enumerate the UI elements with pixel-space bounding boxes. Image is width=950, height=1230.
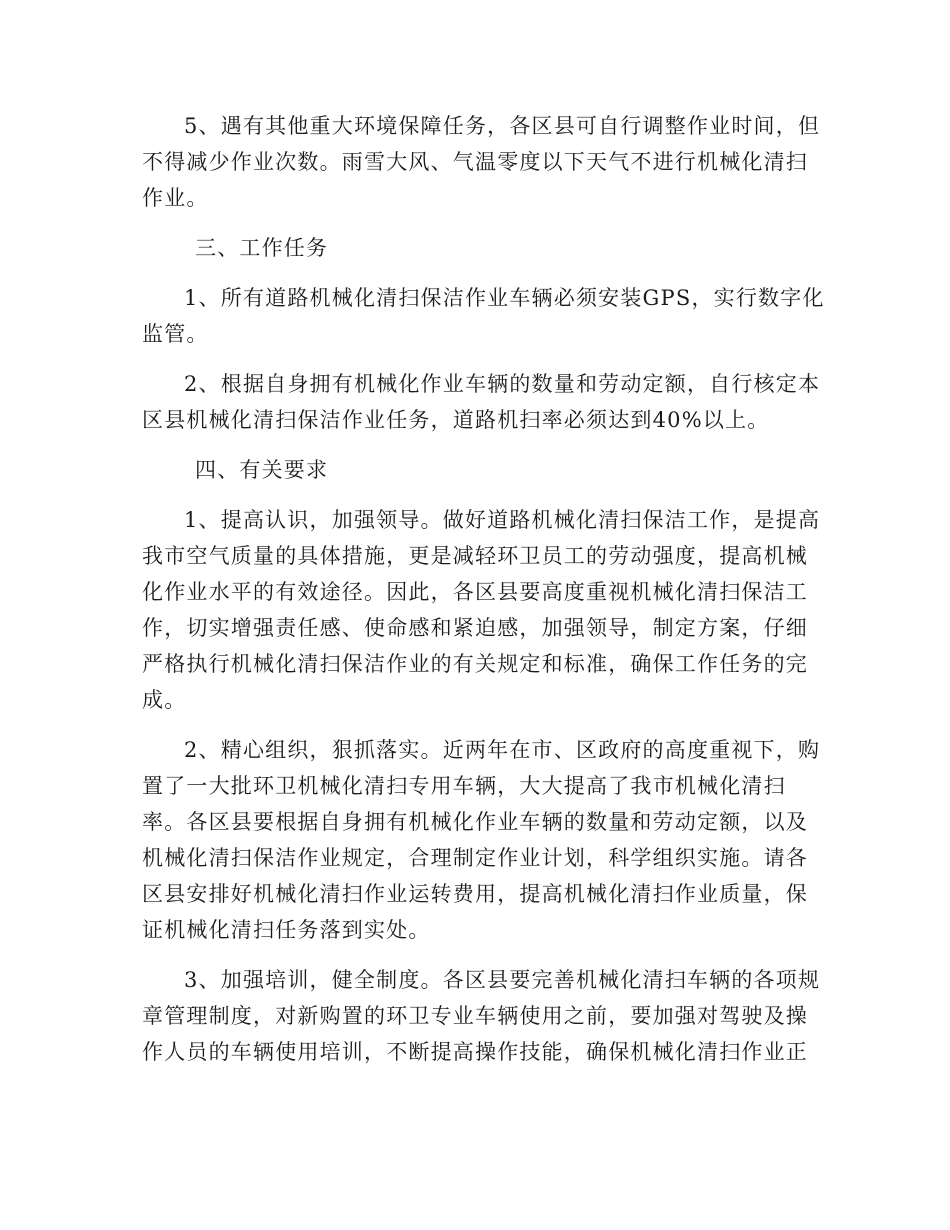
text-line: 率。各区县要根据自身拥有机械化作业车辆的数量和劳动定额，以及 — [142, 810, 808, 834]
text-line: 章管理制度，对新购置的环卫专业车辆使用之前，要加强对驾驶及操 — [142, 1004, 808, 1028]
text-line: 作业。 — [142, 186, 209, 210]
requirement-item-2 — [142, 732, 821, 948]
text-line: 作，切实增强责任感、使命感和紧迫感，加强领导，制定方案，仔细 — [142, 616, 808, 640]
section-heading-requirements — [142, 452, 812, 488]
text-line: 严格执行机械化清扫保洁作业的有关规定和标准，确保工作任务的完 — [142, 652, 808, 676]
heading-text: 四、有关要求 — [195, 458, 329, 482]
text-line: 我市空气质量的具体措施，更是减轻环卫员工的劳动强度，提高机械 — [142, 544, 808, 568]
text-line: 1、所有道路机械化清扫保洁作业车辆必须安装GPS，实行数字化 — [184, 286, 825, 310]
text-line: 不得减少作业次数。雨雪大风、气温零度以下天气不进行机械化清扫 — [142, 150, 808, 174]
task-item-1 — [142, 280, 825, 352]
text-line: 化作业水平的有效途径。因此，各区县要高度重视机械化清扫保洁工 — [142, 580, 808, 604]
text-line: 置了一大批环卫机械化清扫专用车辆，大大提高了我市机械化清扫 — [142, 774, 786, 798]
requirement-item-3 — [142, 962, 821, 1070]
heading-text: 三、工作任务 — [195, 236, 329, 260]
requirement-item-1 — [142, 502, 821, 718]
text-line: 5、遇有其他重大环境保障任务，各区县可自行调整作业时间，但 — [184, 114, 821, 138]
text-line: 证机械化清扫任务落到实处。 — [142, 918, 431, 942]
text-line: 监管。 — [142, 322, 209, 346]
section-heading-tasks — [142, 230, 812, 266]
text-line: 区县机械化清扫保洁作业任务，道路机扫率必须达到40%以上。 — [142, 408, 770, 432]
paragraph-item-5 — [142, 108, 821, 216]
text-line: 2、精心组织，狠抓落实。近两年在市、区政府的高度重视下，购 — [184, 738, 821, 762]
text-line: 机械化清扫保洁作业规定，合理制定作业计划，科学组织实施。请各 — [142, 846, 808, 870]
text-line: 1、提高认识，加强领导。做好道路机械化清扫保洁工作，是提高 — [184, 508, 821, 532]
text-line: 3、加强培训，健全制度。各区县要完善机械化清扫车辆的各项规 — [184, 968, 821, 992]
task-item-2 — [142, 366, 821, 438]
document-body — [142, 108, 825, 1084]
text-line: 2、根据自身拥有机械化作业车辆的数量和劳动定额，自行核定本 — [184, 372, 821, 396]
text-line: 成。 — [142, 688, 187, 712]
text-line: 作人员的车辆使用培训，不断提高操作技能，确保机械化清扫作业正 — [142, 1040, 808, 1064]
text-line: 区县安排好机械化清扫作业运转费用，提高机械化清扫作业质量，保 — [142, 882, 808, 906]
